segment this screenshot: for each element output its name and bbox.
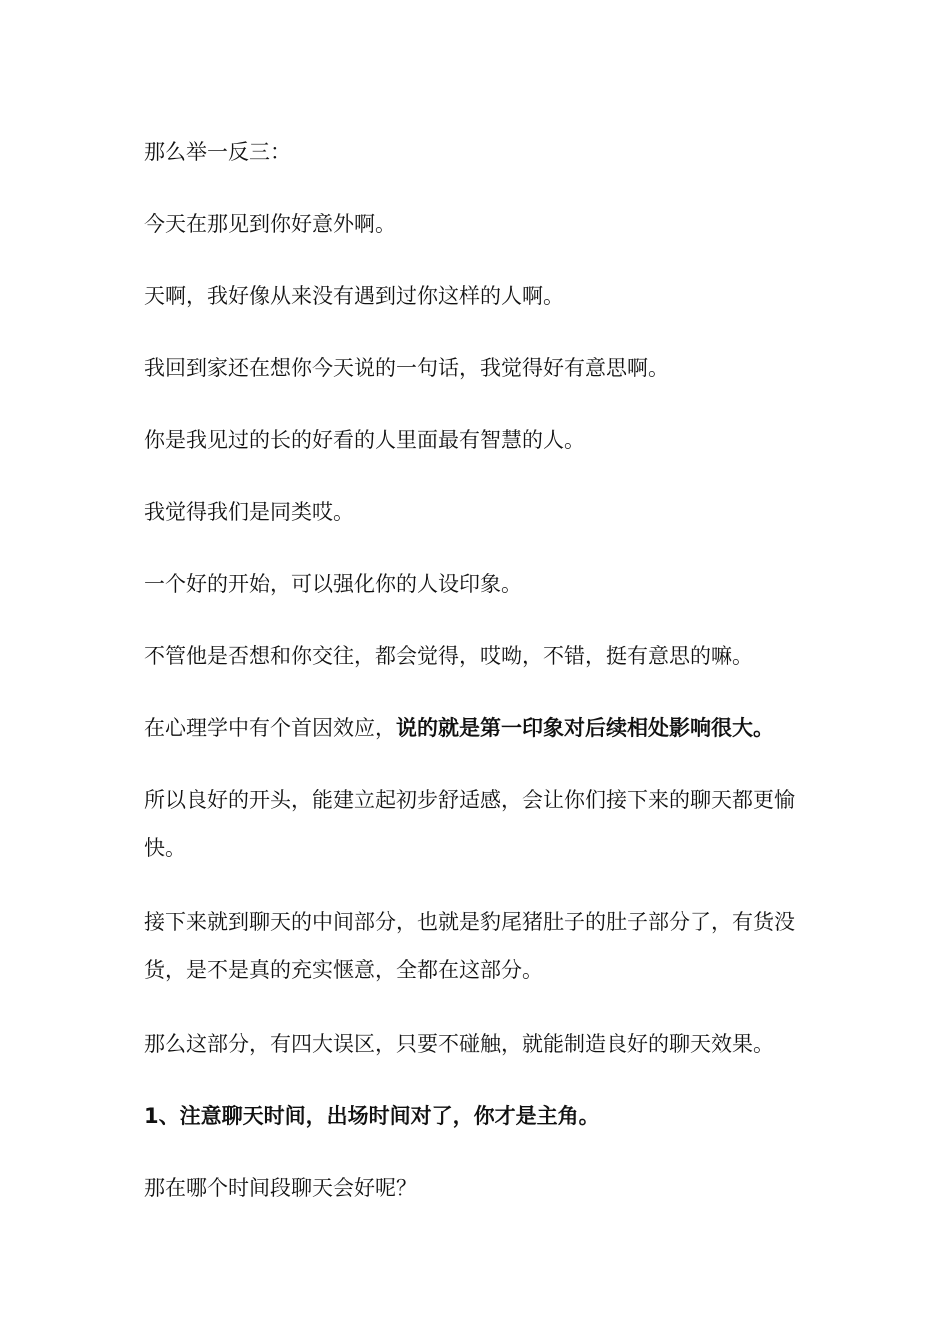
section-heading-1: 1、注意聊天时间，出场时间对了，你才是主角。 (144, 1104, 600, 1128)
primacy-effect-emphasis: 说的就是第一印象对后续相处影响很大。 (396, 716, 774, 740)
paragraph-intro: 那么举一反三： (144, 140, 291, 164)
paragraph-question: 那在哪个时间段聊天会好呢？ (144, 1176, 417, 1200)
paragraph-example-1: 今天在那见到你好意外啊。 (144, 212, 396, 236)
paragraph-comfort-line-2: 快。 (144, 836, 186, 860)
paragraph-example-2: 天啊，我好像从来没有遇到过你这样的人啊。 (144, 284, 564, 308)
paragraph-middle-line-2: 货，是不是真的充实惬意，全都在这部分。 (144, 958, 543, 982)
paragraph-good-start: 一个好的开始，可以强化你的人设印象。 (144, 572, 522, 596)
primacy-effect-text: 在心理学中有个首因效应， (144, 716, 396, 740)
paragraph-impression: 不管他是否想和你交往，都会觉得，哎呦，不错，挺有意思的嘛。 (144, 644, 753, 668)
paragraph-comfort-line-1: 所以良好的开头，能建立起初步舒适感，会让你们接下来的聊天都更愉 (144, 788, 795, 812)
paragraph-example-5: 我觉得我们是同类哎。 (144, 500, 354, 524)
paragraph-example-4: 你是我见过的长的好看的人里面最有智慧的人。 (144, 428, 585, 452)
paragraph-primacy-effect (144, 704, 824, 752)
paragraph-middle-line-1: 接下来就到聊天的中间部分，也就是豹尾猪肚子的肚子部分了，有货没 (144, 910, 795, 934)
paragraph-four-mistakes: 那么这部分，有四大误区，只要不碰触，就能制造良好的聊天效果。 (144, 1032, 774, 1056)
paragraph-example-3: 我回到家还在想你今天说的一句话，我觉得好有意思啊。 (144, 356, 669, 380)
